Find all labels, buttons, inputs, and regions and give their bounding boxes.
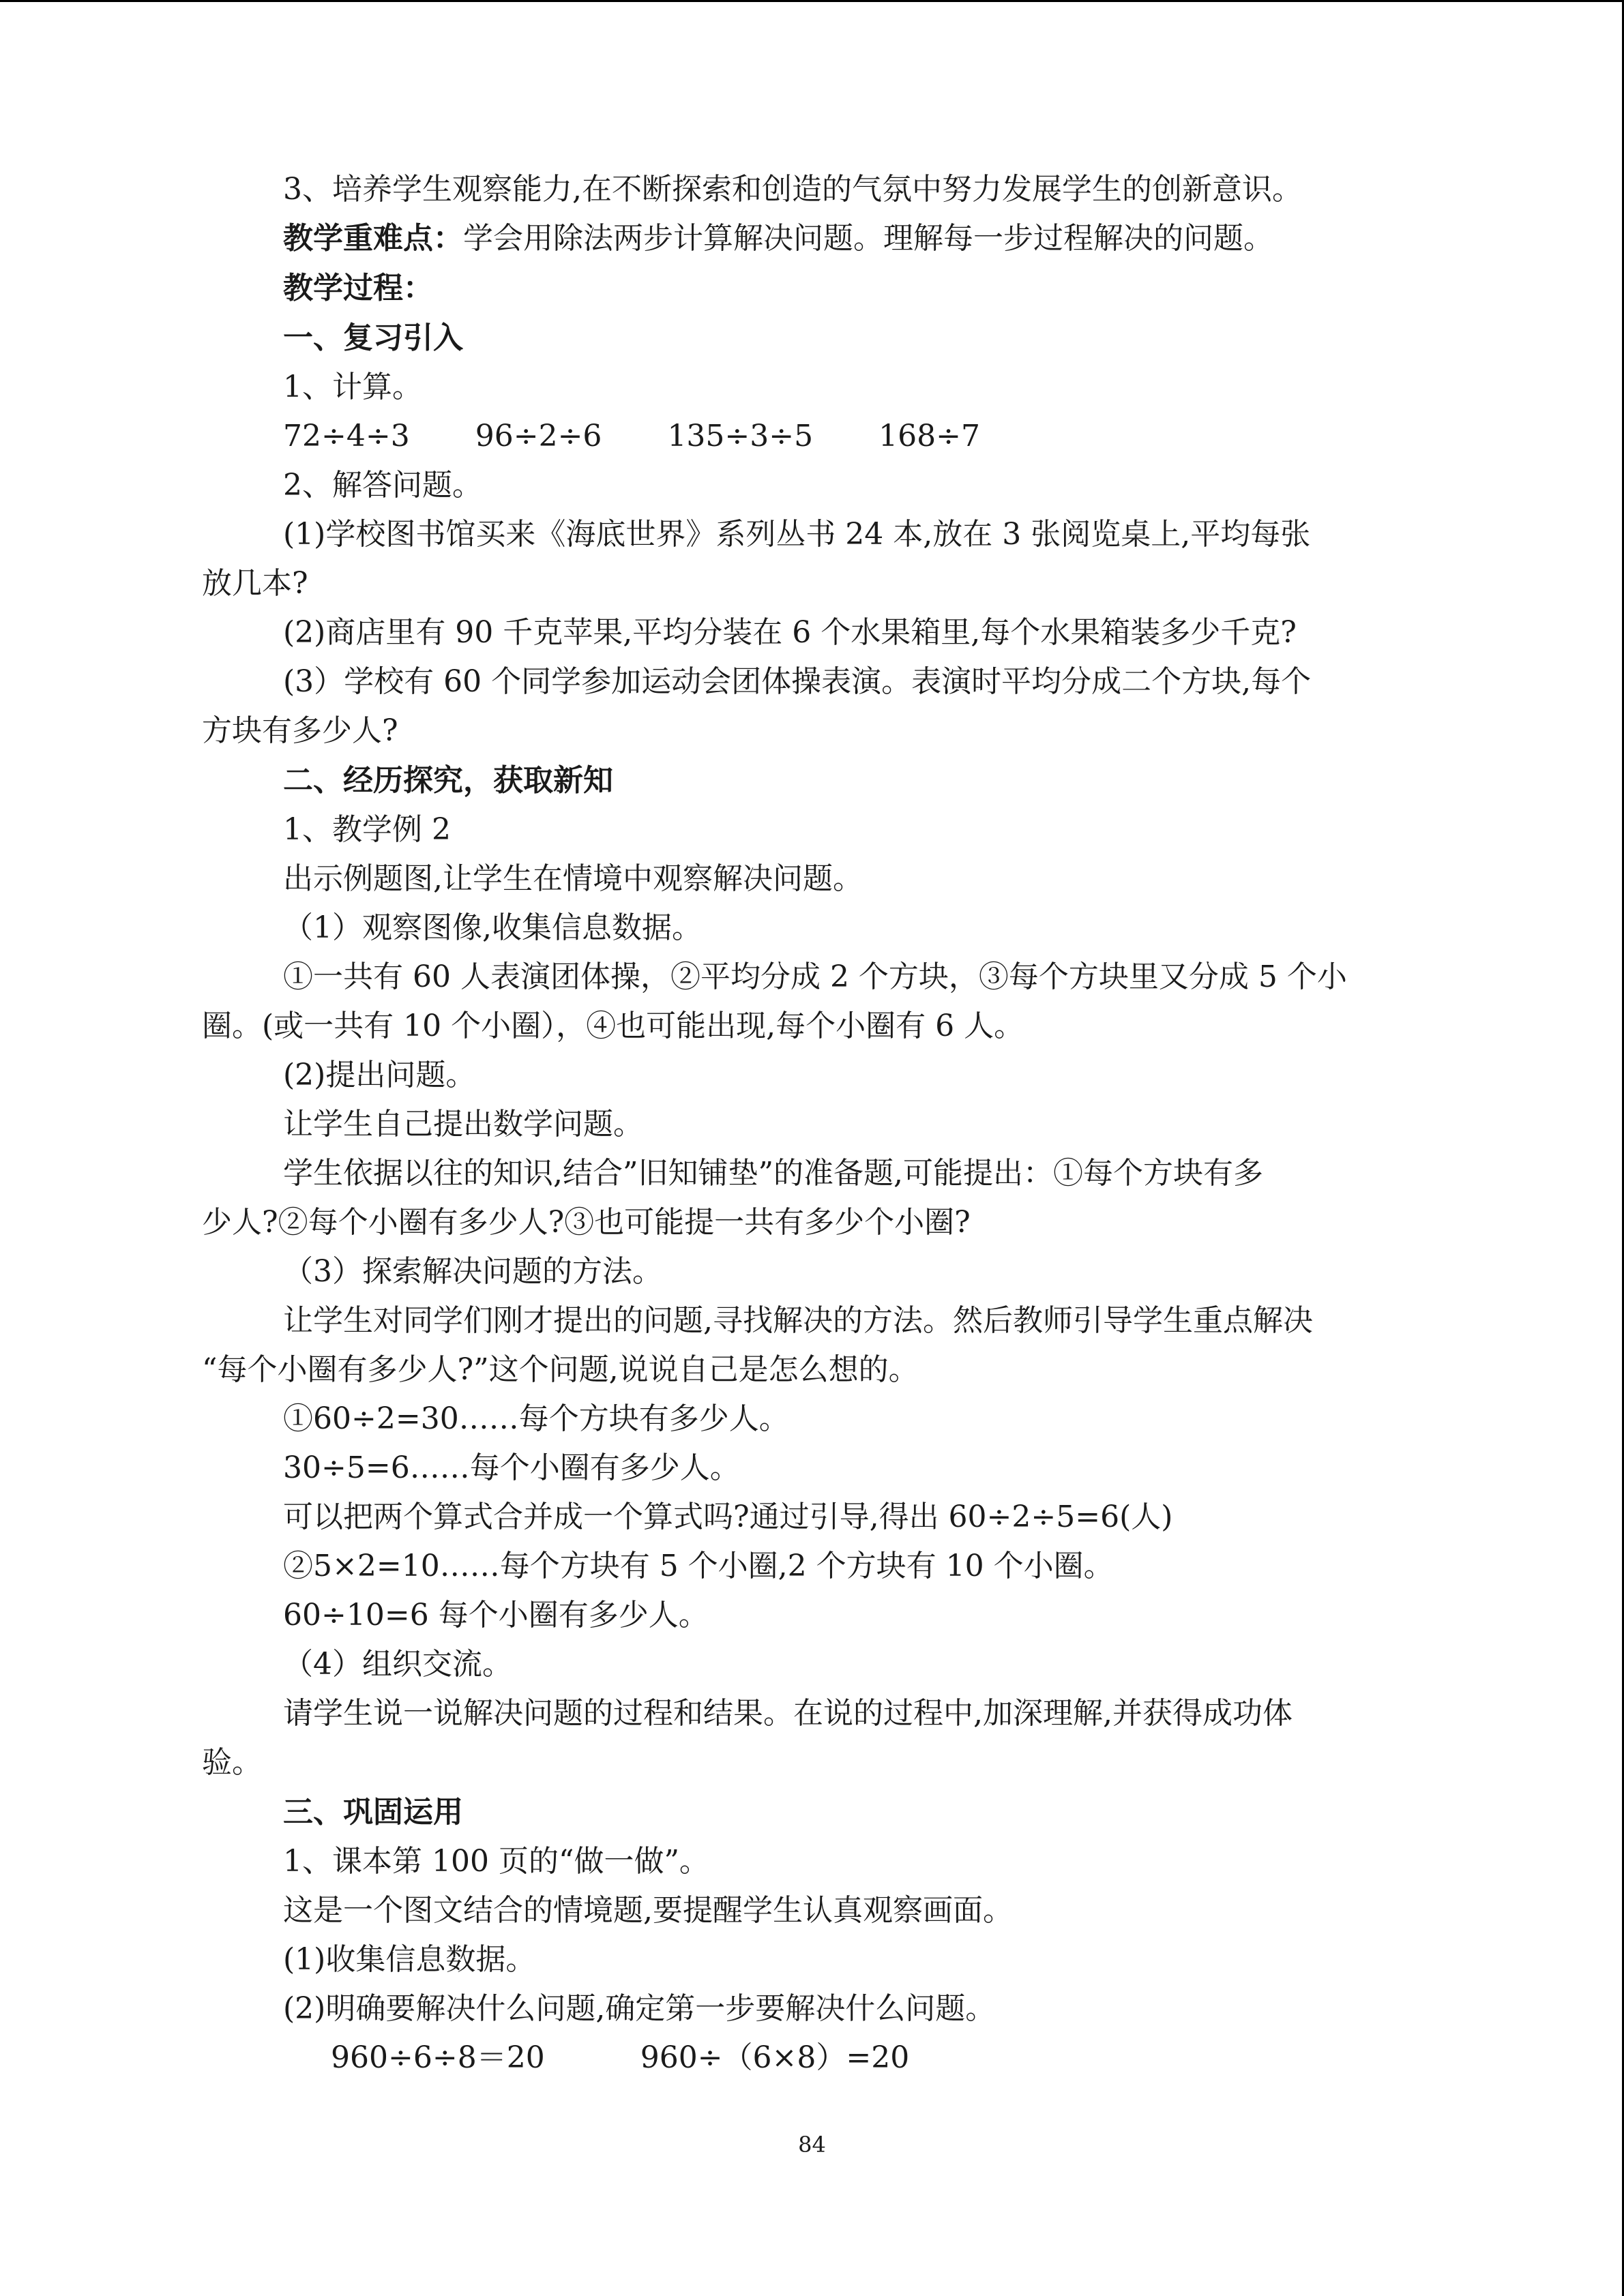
calc-item-2: 96÷2÷6 <box>475 419 602 453</box>
step-2: (2)提出问题。 <box>283 1058 476 1092</box>
section-2-heading: 二、经历探究，获取新知 <box>283 763 613 798</box>
calc-item-4: 168÷7 <box>879 419 980 453</box>
key-difficulty <box>283 220 1273 258</box>
problem-2: (2)商店里有 90 千克苹果,平均分装在 6 个水果箱里,每个水果箱装多少千克? <box>283 615 1297 650</box>
problem-3-cont: 方块有多少人? <box>202 713 398 748</box>
problem-3: (3）学校有 60 个同学参加运动会团体操表演。表演时平均分成二个方块,每个 <box>283 664 1312 699</box>
method-line-2: “每个小圈有多少人?”这个问题,说说自己是怎么想的。 <box>202 1352 919 1387</box>
info-line-2: 圈。(或一共有 10 个小圈），④也可能出现,每个小圈有 6 人。 <box>202 1009 1024 1043</box>
process-heading: 教学过程： <box>283 271 433 305</box>
step-1: （1）观察图像,收集信息数据。 <box>283 910 702 945</box>
answer-label: 2、解答问题。 <box>283 468 482 503</box>
solution-2b: 60÷10=6 每个小圈有多少人。 <box>283 1598 709 1632</box>
calc-row <box>283 417 1046 456</box>
calc-label: 1、计算。 <box>283 370 422 404</box>
show-figure: 出示例题图,让学生在情境中观察解决问题。 <box>283 861 863 896</box>
key-difficulty-text: 学会用除法两步计算解决问题。理解每一步过程解决的问题。 <box>463 221 1273 256</box>
key-difficulty-label: 教学重难点： <box>283 221 463 256</box>
solution-1a: ①60÷2=30……每个方块有多少人。 <box>283 1401 789 1436</box>
exchange-line-2: 验。 <box>202 1745 262 1780</box>
questions-line-1: 学生依据以往的知识,结合”旧知铺垫”的准备题,可能提出：①每个方块有多 <box>283 1156 1263 1191</box>
problem-1: (1)学校图书馆买来《海底世界》系列丛书 24 本,放在 3 张阅览桌上,平均每张 <box>283 517 1311 552</box>
solution-2a: ②5×2=10……每个方块有 5 个小圈,2 个方块有 10 个小圈。 <box>283 1549 1114 1583</box>
calc-item-3: 135÷3÷5 <box>667 419 814 453</box>
step-2-desc: 让学生自己提出数学问题。 <box>283 1107 643 1142</box>
formula-1: 960÷6÷8＝20 <box>331 2040 545 2075</box>
exercise-step-1: (1)收集信息数据。 <box>283 1942 536 1977</box>
section-3-heading: 三、巩固运用 <box>283 1795 463 1830</box>
exercise-step-2: (2)明确要解决什么问题,确定第一步要解决什么问题。 <box>283 1991 996 2026</box>
info-line-1: ①一共有 60 人表演团体操，②平均分成 2 个方块，③每个方块里又分成 5 个小 <box>283 959 1347 994</box>
combine-formula: 可以把两个算式合并成一个算式吗?通过引导,得出 60÷2÷5=6(人) <box>283 1500 1173 1534</box>
questions-line-2: 少人?②每个小圈有多少人?③也可能提一共有多少个小圈? <box>202 1205 971 1240</box>
formula-2: 960÷（6×8）=20 <box>640 2040 910 2075</box>
exercise-desc: 这是一个图文结合的情境题,要提醒学生认真观察画面。 <box>283 1893 1013 1928</box>
method-line-1: 让学生对同学们刚才提出的问题,寻找解决的方法。然后教师引导学生重点解决 <box>283 1303 1313 1338</box>
exercise-1: 1、课本第 100 页的“做一做”。 <box>283 1844 709 1879</box>
step-3: （3）探索解决问题的方法。 <box>283 1254 662 1289</box>
page-number: 84 <box>798 2132 826 2158</box>
exchange-line-1: 请学生说一说解决问题的过程和结果。在说的过程中,加深理解,并获得成功体 <box>283 1696 1293 1731</box>
example-2: 1、教学例 2 <box>283 812 451 847</box>
objective-3: 3、培养学生观察能力,在不断探索和创造的气氛中努力发展学生的创新意识。 <box>283 172 1302 207</box>
calc-item-1: 72÷4÷3 <box>283 419 410 453</box>
step-4: （4）组织交流。 <box>283 1647 512 1682</box>
final-formulas <box>331 2039 1005 2077</box>
problem-1-cont: 放几本? <box>202 566 308 601</box>
section-1-heading: 一、复习引入 <box>283 320 463 355</box>
solution-1b: 30÷5=6……每个小圈有多少人。 <box>283 1450 740 1485</box>
